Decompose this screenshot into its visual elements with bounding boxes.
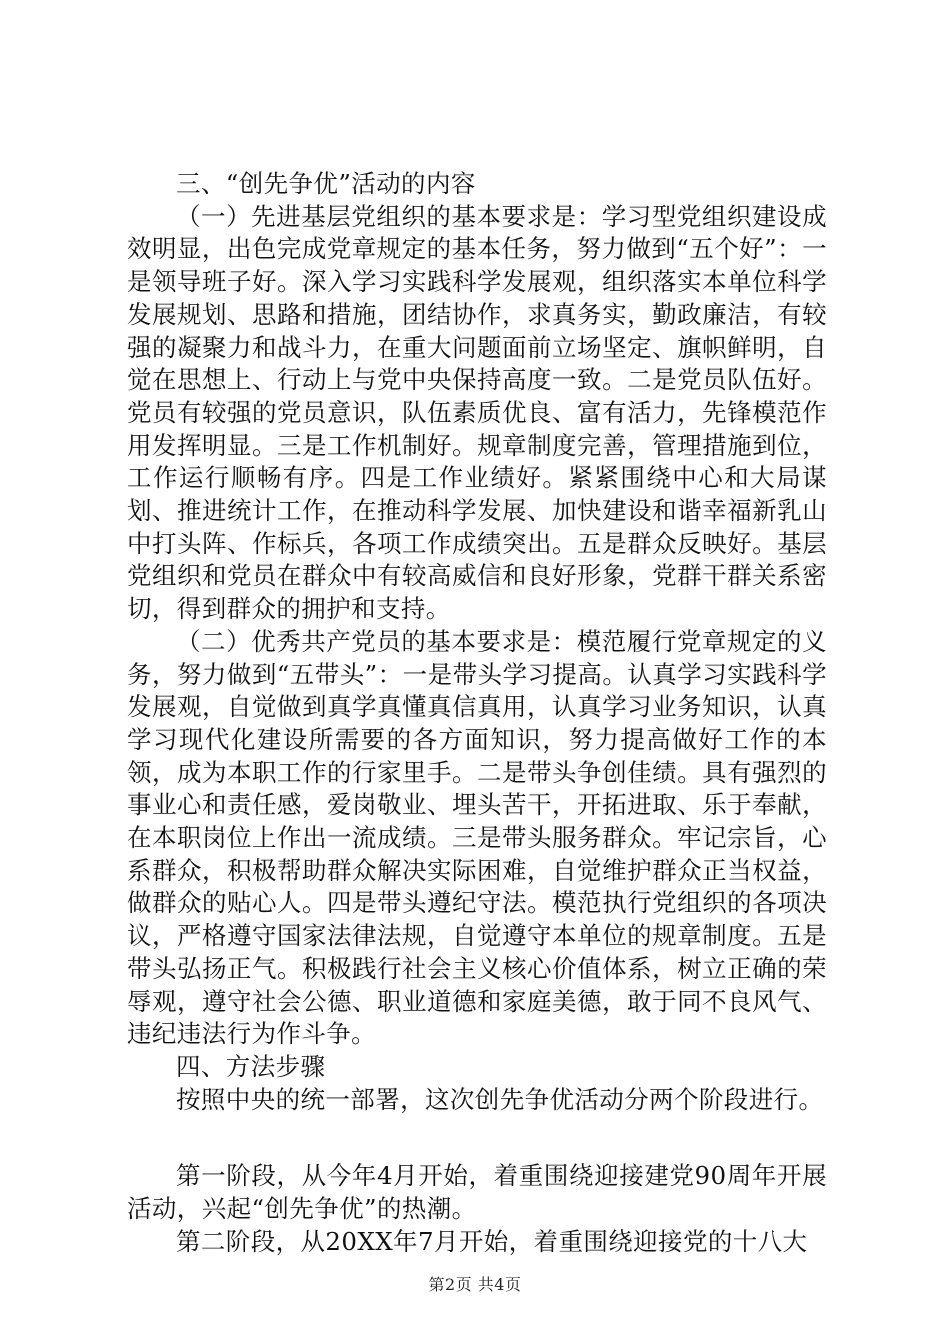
section-heading-3: 三、“创先争优”活动的内容	[176, 169, 476, 198]
paragraph-two-stages: 按照中央的统一部署，这次创先争优活动分两个阶段进行。	[176, 1084, 824, 1114]
section-heading-4: 四、方法步骤	[176, 1051, 326, 1081]
document-body	[127, 168, 827, 1259]
paragraph-party-member-requirements: （二）优秀共产党员的基本要求是：模范履行党章规定的义务，努力做到“五带头”：一是带头学习提高。认真学习实践科学发展观，自觉做到真学真懂真信真用，认真学习业务知识，认真学习现代化建设所需要的各方面知识，努力提高做好工作的本领，成为本职工作的行家里手。二是带头争创佳绩。具有强烈的事业心和责任感，爱岗敬业、埋头苦干，开拓进取、乐于奉献，在本职岗位上作出一流成绩。三是带头服务群众。牢记宗旨，心系群众，积极帮助群众解决实际困难，自觉维护群众正当权益，做群众的贴心人。四是带头遵纪守法。模范执行党组织的各项决议，严格遵守国家法律法规，自觉遵守本单位的规章制度。五是带头弘扬正气。积极践行社会主义核心价值体系，树立正确的荣辱观，遵守社会公德、职业道德和家庭美德，敢于同不良风气、违纪违法行为作斗争。	[127, 626, 827, 1049]
paragraph-stage-one: 第一阶段，从今年4月开始，着重围绕迎接建党90周年开展活动，兴起“创先争优”的热潮。	[127, 1161, 827, 1224]
paragraph-party-organization-requirements: （一）先进基层党组织的基本要求是：学习型党组织建设成效明显，出色完成党章规定的基本任务，努力做到“五个好”：一是领导班子好。深入学习实践科学发展观，组织落实本单位科学发展规划、思路和措施，团结协作，求真务实，勤政廉洁，有较强的凝聚力和战斗力，在重大问题面前立场坚定、旗帜鲜明，自觉在思想上、行动上与党中央保持高度一致。二是党员队伍好。党员有较强的党员意识，队伍素质优良、富有活力，先锋模范作用发挥明显。三是工作机制好。规章制度完善，管理措施到位，工作运行顺畅有序。四是工作业绩好。紧紧围绕中心和大局谋划、推进统计工作，在推动科学发展、加快建设和谐幸福新乳山中打头阵、作标兵，各项工作成绩突出。五是群众反映好。基层党组织和党员在群众中有较高威信和良好形象，党群干群关系密切，得到群众的拥护和支持。	[127, 201, 827, 624]
paragraph-gap	[127, 1116, 827, 1160]
page-footer: 第2页 共4页	[428, 1275, 522, 1294]
paragraph-stage-two: 第二阶段，从20XX年7月开始，着重围绕迎接党的十八大	[176, 1226, 808, 1256]
